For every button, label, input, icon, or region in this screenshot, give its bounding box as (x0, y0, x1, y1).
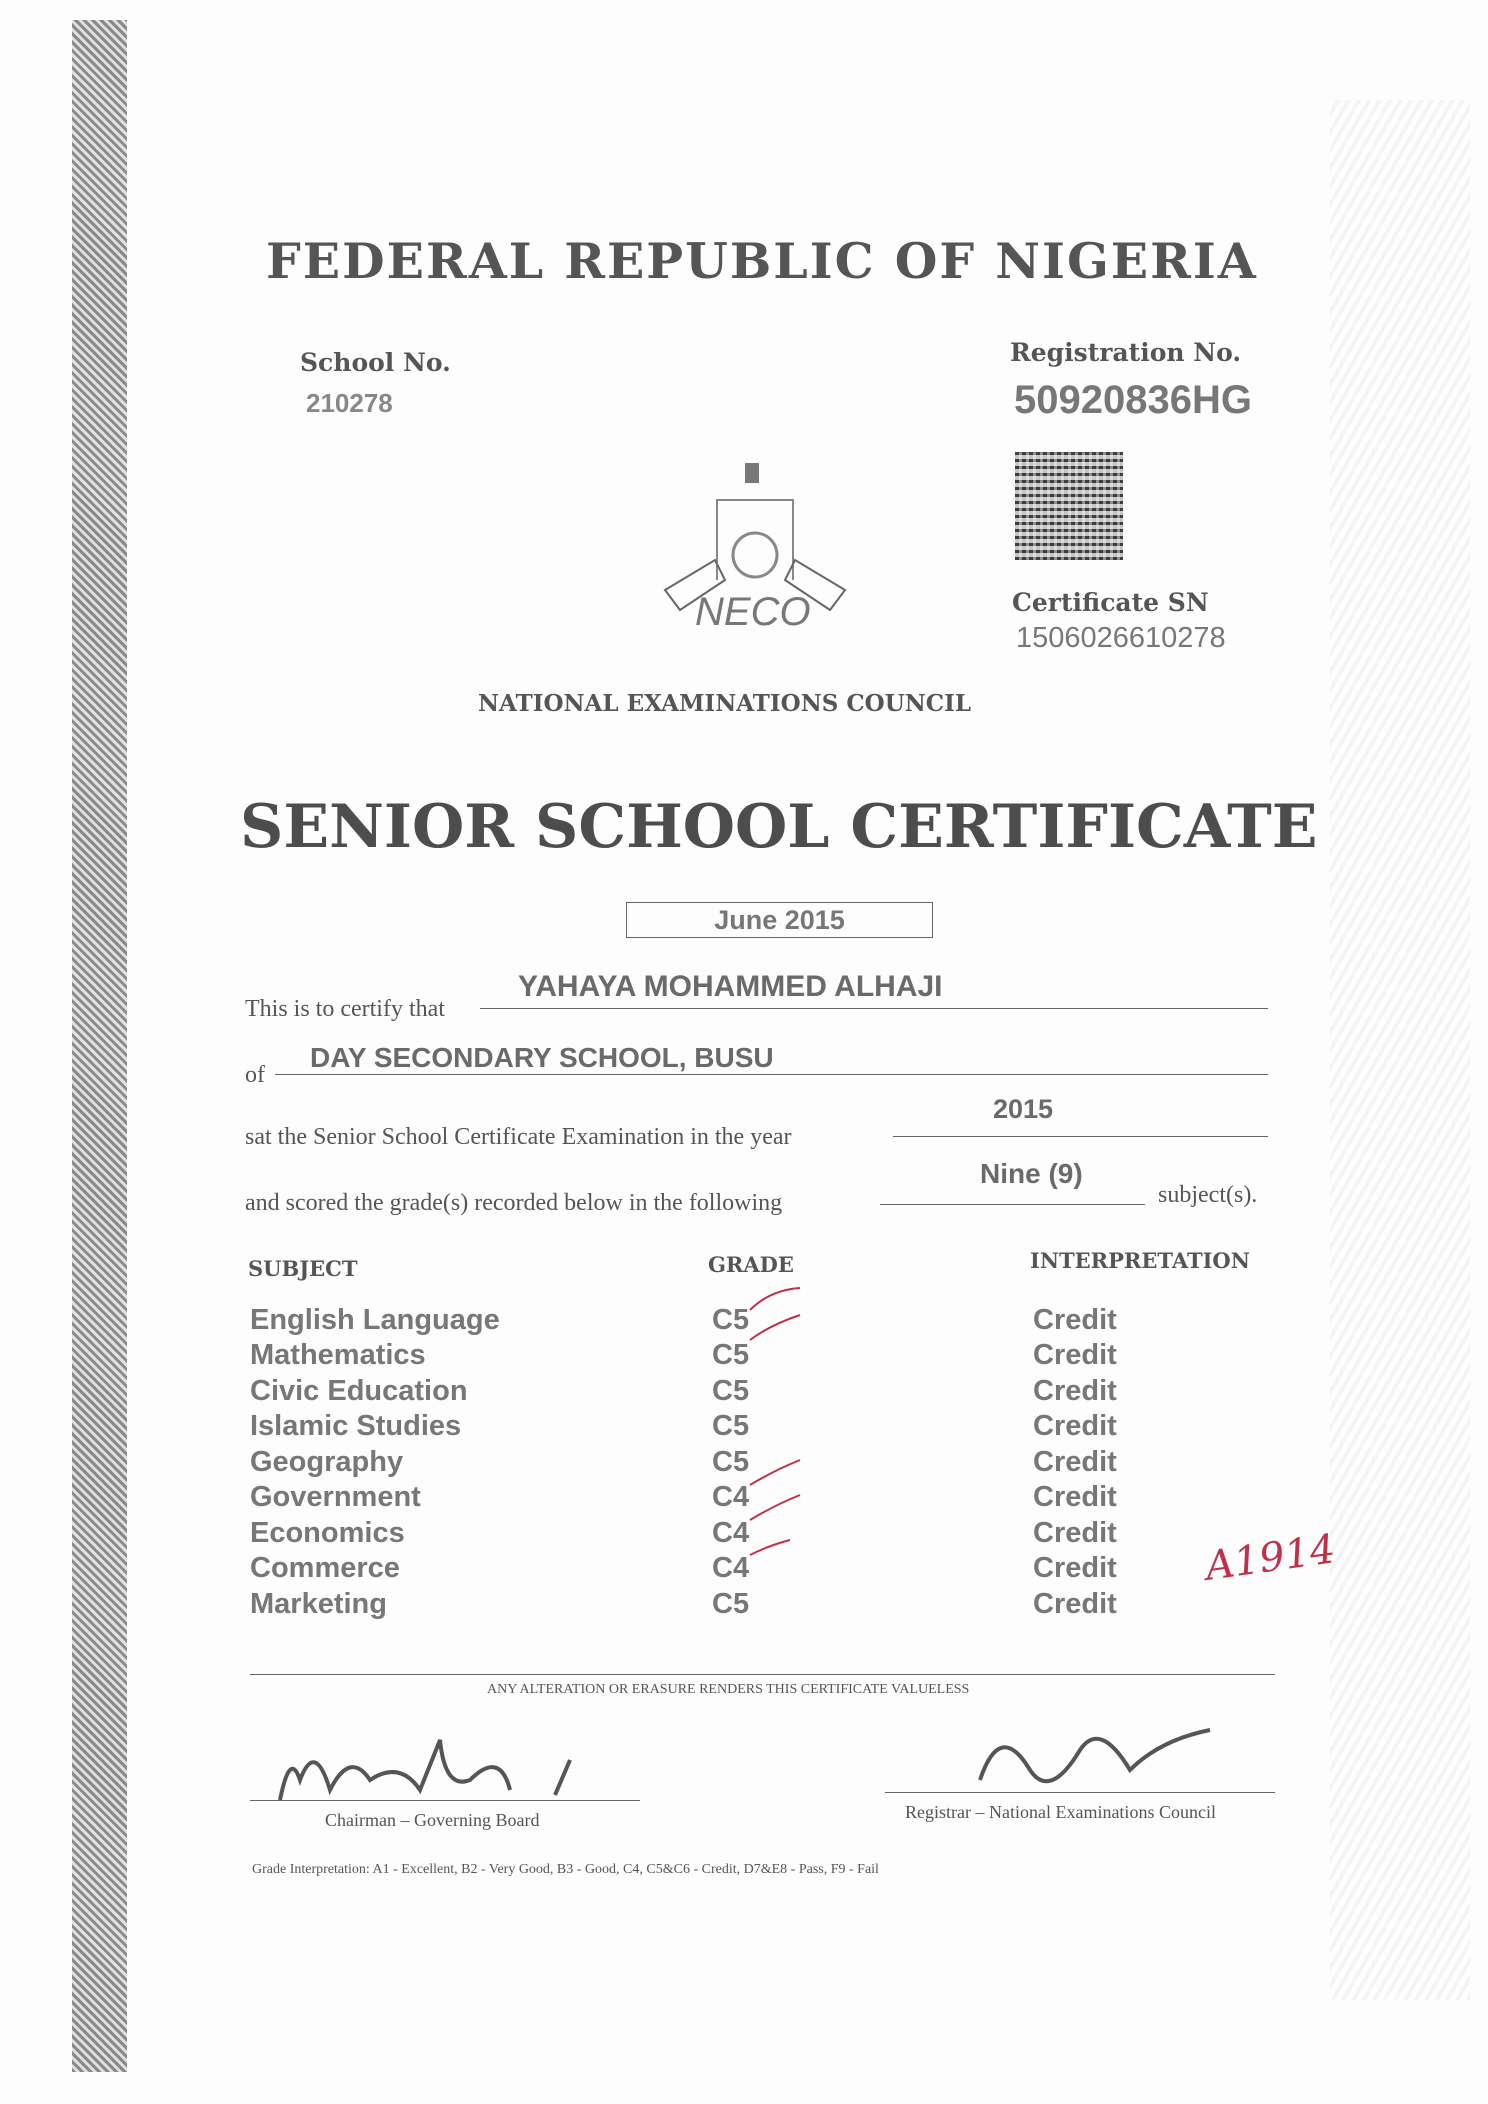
interpretation: Credit (1033, 1375, 1117, 1407)
grade: C5 (712, 1446, 750, 1478)
interpretation: Credit (1033, 1410, 1117, 1442)
subject: Islamic Studies (250, 1410, 462, 1442)
sat-label: sat the Senior School Certificate Examination in the year (245, 1124, 792, 1150)
grade: C5 (712, 1588, 750, 1620)
interpretation: Credit (1033, 1552, 1117, 1584)
exam-session: June 2015 (626, 902, 933, 938)
grade: C5 (712, 1339, 750, 1371)
subject: Economics (250, 1517, 405, 1549)
subjects-suffix: subject(s). (1158, 1182, 1258, 1208)
grade: C5 (712, 1375, 750, 1407)
candidate-name: YAHAYA MOHAMMED ALHAJI (518, 970, 943, 1003)
exam-year: 2015 (993, 1094, 1054, 1124)
subject: Government (250, 1481, 421, 1513)
subject: Mathematics (250, 1339, 426, 1371)
school-no: 210278 (306, 388, 393, 418)
subject-header: SUBJECT (248, 1256, 358, 1281)
certify-label: This is to certify that (245, 996, 445, 1022)
grade-key: Grade Interpretation: A1 - Excellent, B2 - Very Good, B3 - Good, C4, C5&C6 - Credit, D7&E8 - Pass, F9 - Fail (252, 1862, 879, 1877)
interpretation: Credit (1033, 1304, 1117, 1336)
certificate-sn: 1506026610278 (1016, 622, 1226, 654)
interpretation: Credit (1033, 1517, 1117, 1549)
red-tick-marks (700, 1280, 820, 1580)
grade: C4 (712, 1552, 750, 1584)
result-row (250, 1588, 1150, 1623)
interpretation-header: INTERPRETATION (1030, 1248, 1250, 1273)
interpretation: Credit (1033, 1446, 1117, 1478)
interpretation: Credit (1033, 1588, 1117, 1620)
school-name: DAY SECONDARY SCHOOL, BUSU (310, 1042, 774, 1073)
handwritten-annotation: A1914 (1202, 1526, 1339, 1590)
scored-label: and scored the grade(s) recorded below in the following (245, 1190, 783, 1216)
grade: C4 (712, 1517, 750, 1549)
grade: C4 (712, 1481, 750, 1513)
subject: English Language (250, 1304, 500, 1336)
certificate-title: SENIOR SCHOOL CERTIFICATE (240, 792, 1318, 862)
subject: Geography (250, 1446, 404, 1478)
chairman-label: Chairman – Governing Board (325, 1810, 540, 1830)
security-pattern (1330, 100, 1470, 2000)
registrar-signature (970, 1710, 1230, 1800)
of-label: of (245, 1062, 265, 1088)
grade-header: GRADE (708, 1252, 794, 1277)
registrar-label: Registrar – National Examinations Council (905, 1802, 1216, 1822)
chairman-signature (270, 1720, 640, 1810)
registration-no-label: Registration No. (1010, 338, 1242, 367)
registration-no: 50920836HG (1014, 378, 1252, 422)
subject: Commerce (250, 1552, 400, 1584)
neco-text: NECO (695, 590, 811, 634)
subject-count: Nine (9) (980, 1158, 1083, 1189)
council-name: NATIONAL EXAMINATIONS COUNCIL (478, 690, 972, 717)
interpretation: Credit (1033, 1339, 1117, 1371)
subject: Civic Education (250, 1375, 468, 1407)
grade: C5 (712, 1304, 750, 1336)
alteration-warning: ANY ALTERATION OR ERASURE RENDERS THIS CERTIFICATE VALUELESS (487, 1682, 970, 1697)
neco-logo (655, 460, 855, 650)
interpretation: Credit (1033, 1481, 1117, 1513)
security-border (72, 20, 127, 2072)
school-no-label: School No. (300, 348, 451, 377)
certificate-sn-label: Certificate SN (1012, 588, 1209, 617)
subject: Marketing (250, 1588, 387, 1620)
grade: C5 (712, 1410, 750, 1442)
country-title: FEDERAL REPUBLIC OF NIGERIA (266, 232, 1258, 290)
qr-code (1015, 452, 1123, 560)
